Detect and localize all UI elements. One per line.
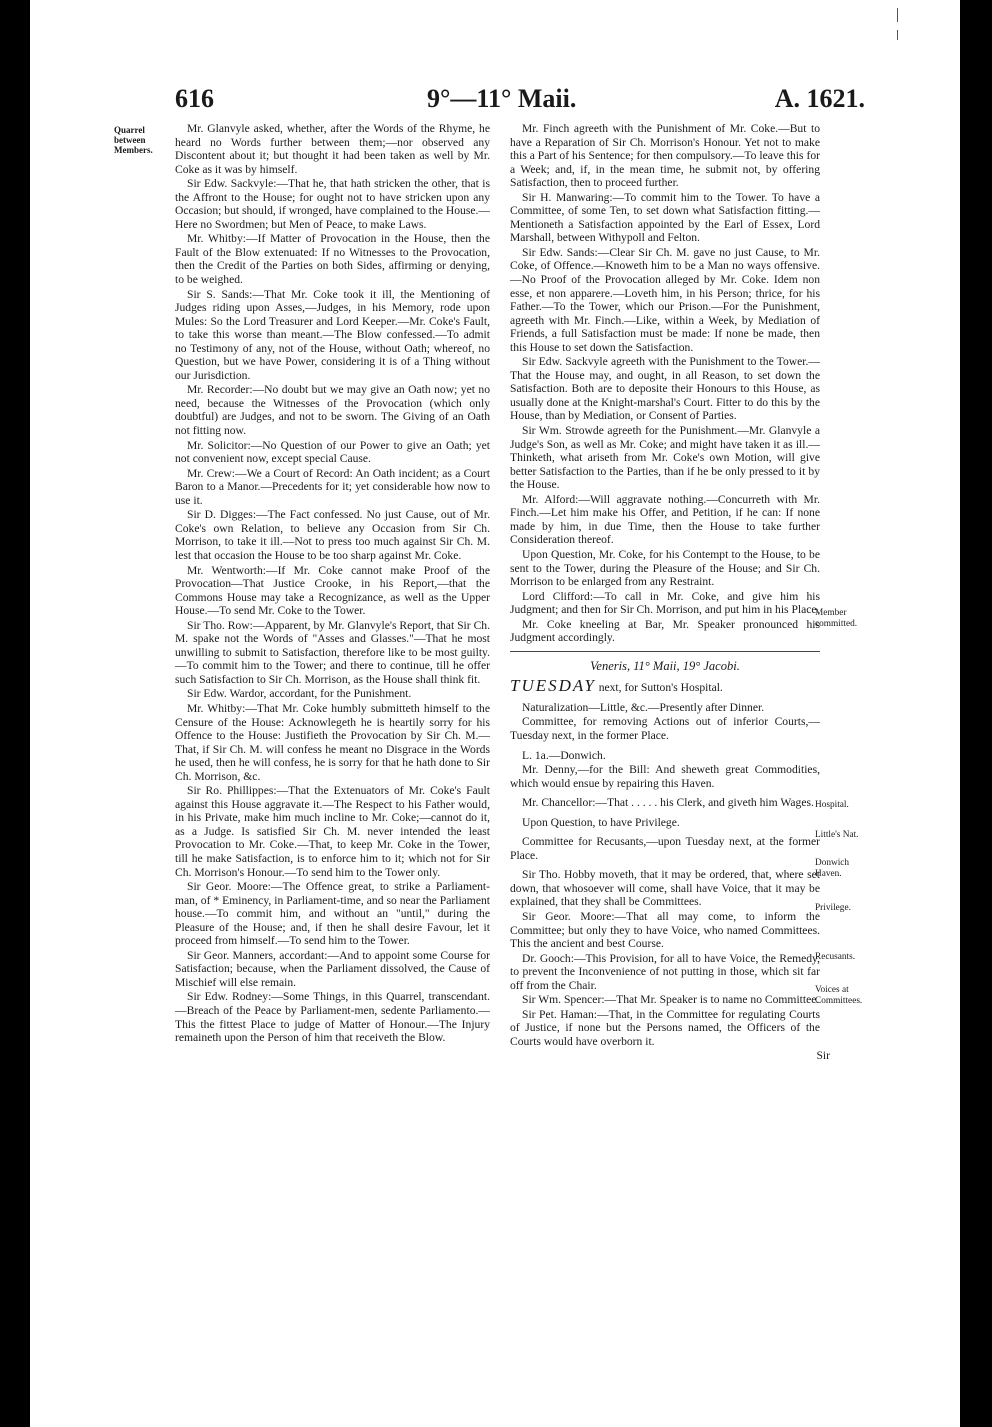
paragraph: Sir Edw. Rodney:—Some Things, in this Quarrel, transcendant.—Breach of the Peace by Parliament-men, sedente Parliamento.—This the fittest Place to judge of Matter of Honour.—The Injury remaineth upon the Person of him that receiveth the Blow. — [175, 990, 490, 1045]
paragraph: Committee for Recusants,—upon Tuesday next, at the former Place. — [510, 835, 820, 862]
tuesday-entry — [510, 676, 820, 696]
margin-note-voices: Voices at Committees. — [815, 985, 863, 1006]
paragraph: Sir D. Digges:—The Fact confessed. No just Cause, out of Mr. Coke's own Relation, to believe any Occasion from Sir Ch. Morrison, to take it ill.—Not to press too much against Sir Ch. M. lest that occasion the House to be too sharp against Mr. Coke. — [175, 508, 490, 562]
margin-note-quarrel: Quarrel between Members. — [114, 125, 153, 155]
margin-note-hospital: Hospital. — [815, 800, 849, 810]
paragraph: Sir Geor. Moore:—The Offence great, to strike a Parliament-man, of * Eminency, in Parliament-time, and so near the Parliament house.—To commit him, and without an "until," during the Pleasure of the House; and, if then he shall desire Favour, let it proceed from himself.—To send him to the Tower. — [175, 880, 490, 948]
paragraph: Sir Wm. Strowde agreeth for the Punishment.—Mr. Glanvyle a Judge's Son, as well as Mr. Coke; and might have taken it as ill.—Thinketh, what ariseth from Mr. Coke's own Motion, will give better Satisfaction to the Parties, than if he be only pressed to it by the House. — [510, 424, 820, 492]
paragraph: Lord Clifford:—To call in Mr. Coke, and give him his Judgment; and then for Sir Ch. Morrison, and put him in his Place. — [510, 589, 820, 617]
paragraph: Mr. Chancellor:—That . . . . . his Clerk, and giveth him Wages. — [522, 796, 814, 810]
paragraph: Sir Edw. Sackvyle agreeth with the Punishment to the Tower.—That the House may, and ought, in all Reason, to set down the Satisfaction. Both are to deposite their Honours to this House, as usually done at the Knight-marshal's Court. Fitter to do this by the House, than by Mediation, or Consent of Parties. — [510, 355, 820, 423]
paragraph: Mr. Wentworth:—If Mr. Coke cannot make Proof of the Provocation—That Justice Crooke, in his Report,—that the Commons House may take a Recognizance, as well as the Upper House.—To send Mr. Coke to the Tower. — [175, 563, 490, 618]
paragraph: Upon Question, to have Privilege. — [522, 815, 680, 829]
paragraph: Mr. Whitby:—That Mr. Coke humbly submitteth himself to the Censure of the House: Acknowlegeth he is heartily sorry for his Offence to the House: Justifieth the Provocation by Sir Ch. M.—That, if Sir Ch. M. will confess he meant no Disgrace in the Words he used, then he will confess, he is sorry for that he hath done to Sir Ch. Morrison, &c. — [175, 701, 490, 783]
paragraph: L. 1a.—Donwich. — [522, 748, 606, 762]
margin-note-member-committed: Member committed. — [815, 608, 858, 629]
paragraph: Mr. Recorder:—No doubt but we may give an Oath now; yet no need, because the Witnesses of the Provocation (which only doubtful) are Judges, and not to be sworn. The Giving of an Oath not fitting now. — [175, 383, 490, 438]
paragraph: Sir S. Sands:—That Mr. Coke took it ill, the Mentioning of Judges riding upon Asses,—Judges, in his Memory, rode upon Mules: So the Lord Treasurer and Lord Keeper.—Mr. Coke's Fault, to take this worse than meant.—The Blow confessed.—To admit no Testimony of any, not of the House, without Oath; whereof, no Question, but we have Power, considering it is of a Thing without our Jurisdiction. — [175, 287, 490, 382]
paragraph: Dr. Gooch:—This Provision, for all to have Voice, the Remedy, to prevent the Inconvenience of not putting in those, which sit far off from the Chair. — [510, 951, 820, 992]
margin-note-recusants: Recusants. — [815, 952, 856, 962]
tuesday-rest: next, for Sutton's Hospital. — [595, 681, 723, 695]
catchword: Sir — [816, 1049, 830, 1063]
left-column — [175, 122, 490, 1046]
margin-note-privilege: Privilege. — [815, 903, 851, 913]
paragraph: Mr. Solicitor:—No Question of our Power to give an Oath; yet not convenient now, except special Cause. — [175, 438, 490, 466]
paragraph: Sir Pet. Haman:—That, in the Committee for regulating Courts of Justice, if none but the Persons named, the Officers of the Courts would have overborn it. — [510, 1007, 820, 1048]
paragraph: Sir Wm. Spencer:—That Mr. Speaker is to name no Committee. — [522, 993, 820, 1007]
paragraph: Committee, for removing Actions out of inferior Courts,—Tuesday next, in the former Place. — [510, 715, 820, 742]
scan-mark — [897, 8, 898, 22]
paragraph: Sir Edw. Sackvyle:—That he, that hath stricken the other, that is the Affront to the House; for ought not to have stricken upon any Occasion; but should, if wronged, have complained to the House.—Here no Swordmen; but Men of Peace, to make Laws. — [175, 177, 490, 231]
running-date: 9°—11° Maii. — [427, 84, 577, 113]
right-column — [510, 122, 830, 1063]
paragraph: Sir Geor. Moore:—That all may come, to inform the Committee; but only they to have Voice, who named Committees. This the ancient and best Course. — [510, 909, 820, 951]
paragraph: Mr. Denny,—for the Bill: And sheweth great Commodities, which would ensue by repairing this Haven. — [510, 763, 820, 790]
tuesday-drop-word: TUESDAY — [510, 676, 596, 696]
paragraph: Sir Tho. Hobby moveth, that it may be ordered, that, where set down, that whosoever will come, shall have Voice, that it may be explained, that they shall be Committees. — [510, 868, 820, 909]
paragraph: Sir Tho. Row:—Apparent, by Mr. Glanvyle's Report, that Sir Ch. M. spake not the Words of "Asses and Glasses."—That he most unwilling to submit to Satisfaction, therefore like to be most guilty.—To commit him to the Tower; and there to continue, till he offer such Satisfaction to Sir Ch. Morrison, as the House shall think fit. — [175, 618, 490, 686]
paragraph: Sir Ro. Phillippes:—That the Extenuators of Mr. Coke's Fault against this House aggravate it.—The Respect to his Father would, in his Private, make him much incline to Mr. Coke;—cannot do it, as a Judge. Is satisfied Sir Ch. M. never intended the least Provocation to Mr. Coke.—That, to keep Mr. Coke in the Tower, till he make Satisfaction, is to enforce him to it; which not for Sir Ch. Morrison's Honour.—To send him to the Tower only. — [175, 784, 490, 879]
page-number: 616 — [175, 84, 214, 113]
paragraph: Mr. Glanvyle asked, whether, after the Words of the Rhyme, he heard no Words further between them;—nor observed any Discontent about it; but thought it had been taken as well by Mr. Coke as it was by himself. — [175, 122, 490, 176]
paragraph: Mr. Crew:—We a Court of Record: An Oath incident; as a Court Baron to a Manor.—Precedents for it; yet considerable how now to use it. — [175, 466, 490, 507]
paragraph: Mr. Coke kneeling at Bar, Mr. Speaker pronounced his Judgment accordingly. — [510, 617, 820, 645]
running-year: A. 1621. — [774, 84, 865, 113]
paragraph: Mr. Finch agreeth with the Punishment of Mr. Coke.—But to have a Reparation of Sir Ch. Morrison's Honour. Yet not to make this a Part of his Sentence; for then compulsory.—To leave this for a Week; and, if, in the mean time, he submit not, by offering Satisfaction, then to proceed further. — [510, 122, 820, 190]
scan-mark — [897, 30, 898, 40]
section-rule — [510, 651, 820, 652]
paragraph: Sir Edw. Sands:—Clear Sir Ch. M. gave no just Cause, to Mr. Coke, of Offence.—Knoweth him to be a Man no ways offensive.—No Proof of the Provocation alleged by Mr. Coke. Idem non esse, et non apparere.—Loveth him, in his Person; thrice, for his Father.—To the Tower, which our Prison.—For the Punishment, agreeth with Mr. Finch.—Like, within a Week, by Mediation of Friends, a full Satisfaction must be made: If none be made, then this House to set down the Satisfaction. — [510, 245, 820, 354]
book-page — [30, 0, 960, 1427]
session-heading: Veneris, 11° Maii, 19° Jacobi. — [590, 658, 740, 673]
margin-note-donwich: Donwich Haven. — [815, 858, 850, 879]
page-header — [30, 84, 960, 124]
paragraph: Mr. Whitby:—If Matter of Provocation in the House, then the Fault of the Blow extenuated: If no Witnesses to the Provocation, then the Credit of the Parties on both Sides, affirming or denying, to be weighed. — [175, 232, 490, 287]
paragraph: Mr. Alford:—Will aggravate nothing.—Concurreth with Mr. Finch.—Let him make his Offer, and Petition, if he can: If none made by him, in due Time, then the House to take further Consideration thereof. — [510, 492, 820, 547]
paragraph: Naturalization—Little, &c.—Presently after Dinner. — [522, 700, 765, 714]
paragraph: Upon Question, Mr. Coke, for his Contempt to the House, to be sent to the Tower, during the Pleasure of the House; and Sir Ch. Morrison to be enlarged from any Restraint. — [510, 547, 820, 589]
margin-note-littles-nat: Little's Nat. — [815, 830, 859, 840]
paragraph: Sir H. Manwaring:—To commit him to the Tower. To have a Committee, of some Ten, to set down what Satisfaction fitting.—Mentioneth a Satisfaction appointed by the Earl of Essex, Lord Marshall, between Withypoll and Felton. — [510, 190, 820, 245]
paragraph: Sir Geor. Manners, accordant:—And to appoint some Course for Satisfaction; because, when the Parliament dissolved, the Cause of Mischief will else remain. — [175, 948, 490, 989]
paragraph: Sir Edw. Wardor, accordant, for the Punishment. — [187, 687, 412, 701]
